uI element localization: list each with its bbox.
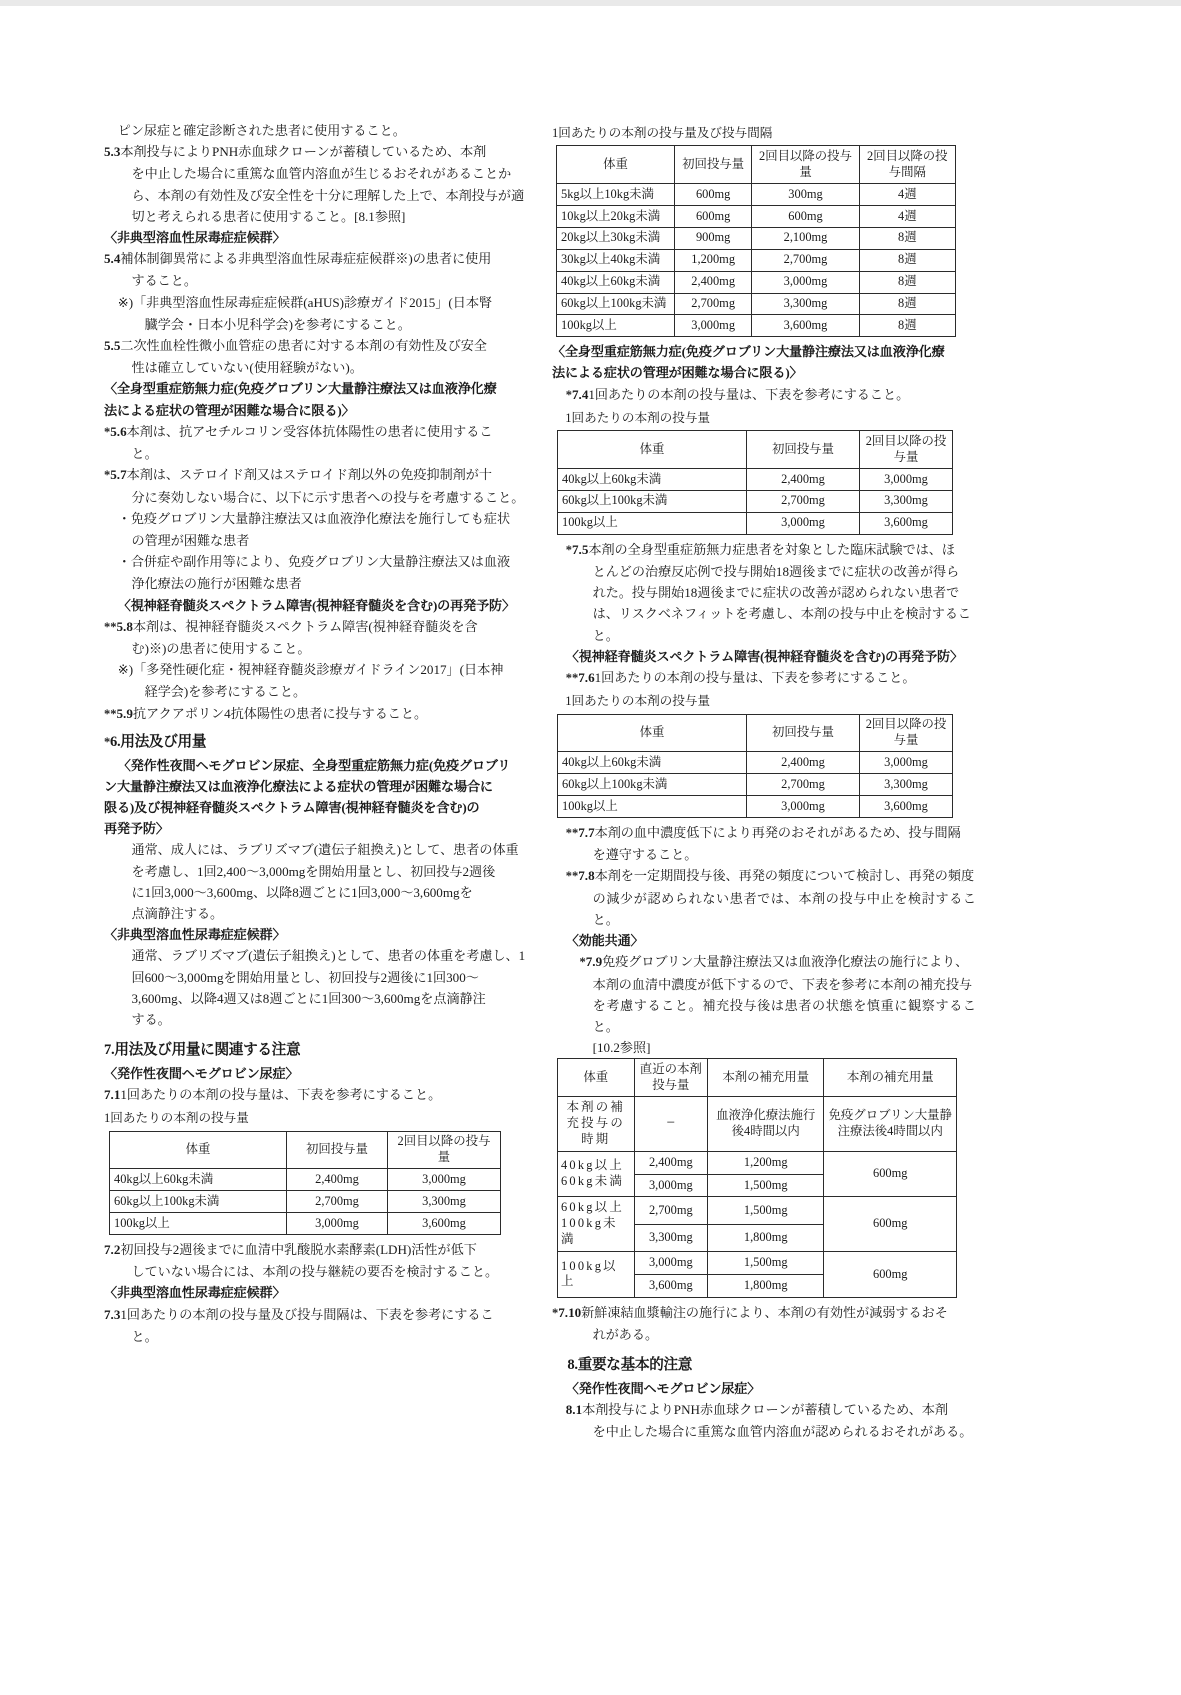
item-7-10: [552, 1302, 976, 1323]
table-row: [557, 184, 956, 206]
item-7-3: [104, 1304, 528, 1325]
left-column: [104, 120, 528, 1443]
table-row: [110, 1169, 501, 1191]
item-5-6-marker: *5.6: [104, 423, 127, 439]
cell-initial-dose: 2,400mg: [747, 752, 860, 774]
cell-weight-group: 100kg以上: [558, 1252, 635, 1298]
table-row: [558, 469, 953, 491]
cell-supp-plasma: 1,500mg: [707, 1174, 824, 1197]
cell-interval: 8週: [859, 293, 955, 315]
cell-initial-dose: 2,400mg: [747, 469, 860, 491]
table-row: [558, 1151, 957, 1174]
col-header-supplemental-dose-plasma: 本剤の補充用量: [707, 1059, 824, 1097]
bullet-1-line2: の管理が困難な患者: [131, 532, 250, 548]
cell-interval: 4週: [859, 206, 955, 228]
item-5-7-text: 本剤は、ステロイド剤又はステロイド剤以外の免疫抑制剤が十: [126, 467, 492, 483]
item-5-9-text: 抗アクアポリン4抗体陽性の患者に投与すること。: [132, 705, 428, 721]
table-row: [557, 315, 956, 337]
section-8-title: 8.重要な基本的注意: [567, 1357, 693, 1374]
section-8-category: 〈発作性夜間ヘモグロビン尿症〉: [565, 1380, 761, 1396]
bullet-2-line2: 浄化療法の施行が困難な患者: [131, 576, 302, 592]
cell-timing-plasma: 血液浄化療法施行後4時間以内: [707, 1097, 824, 1152]
cell-subsequent-dose: 3,600mg: [860, 796, 953, 818]
item-7-10-marker: *7.10: [552, 1304, 582, 1320]
item-5-3-line4: 切と考えられる患者に使用すること。[8.1参照]: [131, 208, 406, 224]
table-row: [557, 249, 956, 271]
item-7-1: [104, 1084, 528, 1105]
col-header-subsequent-dose: 2回目以降の投与量: [752, 146, 859, 184]
cell-timing-ivig: 免疫グロブリン大量静注療法後4時間以内: [824, 1097, 957, 1152]
table-7-1-caption: 1回あたりの本剤の投与量: [104, 1111, 249, 1126]
item-7-5-marker: *7.5: [565, 541, 589, 557]
bullet-1-text: 免疫グロブリン大量静注療法又は血液浄化療法を施行しても症状: [130, 510, 511, 526]
cell-weight: 100kg以上: [558, 512, 747, 534]
item-7-4-marker: *7.4: [565, 386, 589, 402]
cell-supp-ivig: 600mg: [824, 1151, 957, 1197]
cell-weight: 20kg以上30kg未満: [557, 227, 675, 249]
section-6-star: *: [104, 734, 110, 749]
cell-recent-dose: 2,400mg: [634, 1151, 707, 1174]
cell-interval: 8週: [859, 249, 955, 271]
cell-weight: 60kg以上100kg未満: [558, 490, 747, 512]
table-7-6-caption: 1回あたりの本剤の投与量: [565, 694, 711, 709]
item-7-6-marker: **7.6: [565, 669, 595, 685]
continuation-text: ピン尿症と確定診断された患者に使用すること。: [117, 123, 406, 138]
table-row: [110, 1191, 501, 1213]
cell-supp-plasma: 1,200mg: [707, 1151, 824, 1174]
item-5-4: [104, 248, 528, 269]
item-7-8: [552, 865, 976, 886]
cell-subsequent-dose: 3,000mg: [752, 271, 859, 293]
bullet-2-text: 合併症や副作用等により、免疫グロブリン大量静注療法又は血液: [130, 554, 511, 570]
cell-recent-dose: 3,600mg: [634, 1274, 707, 1297]
col-header-weight: 体重: [558, 1059, 635, 1097]
cell-weight-group: 60kg以上100kg未満: [558, 1197, 635, 1252]
item-5-6-line2: と。: [131, 446, 158, 462]
table-7-4-caption: 1回あたりの本剤の投与量: [565, 410, 711, 425]
table-row-header: [557, 146, 956, 184]
cell-supp-plasma: 1,800mg: [707, 1224, 824, 1251]
cell-supp-ivig: 600mg: [824, 1197, 957, 1252]
section-6-category2: 〈非典型溶血性尿毒症症候群〉: [104, 927, 286, 943]
section-6-category-line3: 限る)及び視神経脊髄炎スペクトラム障害(視神経脊髄炎を含む)の: [104, 799, 480, 815]
item-8-1-line2: を中止した場合に重篤な血管内溶血が認められるおそれがある。: [592, 1424, 973, 1440]
cell-subsequent-dose: 3,000mg: [388, 1169, 501, 1191]
item-7-5: [552, 539, 976, 560]
table-row: [558, 774, 953, 796]
section-7-category-pnh: 〈発作性夜間ヘモグロビン尿症〉: [104, 1065, 299, 1081]
cell-subsequent-dose: 2,700mg: [752, 249, 859, 271]
col-header-subsequent-dose: 2回目以降の投与量: [860, 431, 953, 469]
item-5-5-marker: 5.5: [104, 338, 121, 354]
bullet-2: [104, 551, 528, 572]
bullet-1: [104, 508, 528, 529]
cell-weight: 100kg以上: [110, 1213, 287, 1235]
table-row: [558, 752, 953, 774]
two-column-layout: [104, 120, 1040, 1443]
col-header-weight: 体重: [558, 714, 747, 752]
cell-initial-dose: 600mg: [674, 206, 751, 228]
cell-recent-dose: 3,300mg: [634, 1224, 707, 1251]
cell-subsequent-dose: 3,300mg: [388, 1191, 501, 1213]
col-header-recent-dose: 直近の本剤投与量: [634, 1059, 707, 1097]
col-header-initial-dose: 初回投与量: [287, 1131, 388, 1169]
note-ahus-guide: [104, 292, 528, 313]
note-ms-guide: [104, 659, 528, 680]
table-7-1-dosage: [109, 1131, 501, 1235]
bullet-marker: ・: [117, 554, 131, 570]
item-7-5-line5: と。: [592, 627, 619, 643]
cell-recent-dose: 3,000mg: [634, 1252, 707, 1275]
cell-weight-group: 40kg以上60kg未満: [558, 1151, 635, 1197]
col-header-subsequent-interval: 2回目以降の投与間隔: [859, 146, 955, 184]
item-7-2-line2: していない場合には、本剤の投与継続の要否を検討すること。: [131, 1264, 499, 1280]
item-7-7-line2: を遵守すること。: [592, 847, 698, 863]
category-gmg-line1: 〈全身型重症筋無力症(免疫グロブリン大量静注療法又は血液浄化療: [552, 344, 945, 360]
item-7-9-line2: 本剤の血清中濃度が低下するので、下表を参考に本剤の補充投与: [592, 976, 973, 992]
table-row: [110, 1213, 501, 1235]
cell-subsequent-dose: 3,000mg: [860, 752, 953, 774]
table-7-3-dosage-interval: [556, 145, 956, 337]
cell-supp-ivig: 600mg: [824, 1252, 957, 1298]
cell-weight: 60kg以上100kg未満: [558, 774, 747, 796]
cell-weight: 30kg以上40kg未満: [557, 249, 675, 271]
cell-initial-dose: 1,200mg: [674, 249, 751, 271]
col-header-subsequent-dose: 2回目以降の投与量: [860, 714, 953, 752]
cell-weight: 60kg以上100kg未満: [557, 293, 675, 315]
table-row-header: [558, 431, 953, 469]
item-5-3-line3: ら、本剤の有効性及び安全性を十分に理解した上で、本剤投与が適: [131, 187, 525, 203]
cell-weight: 40kg以上60kg未満: [110, 1169, 287, 1191]
note-text: 「非典型溶血性尿毒症症候群(aHUS)診療ガイド2015」(日本腎: [133, 294, 493, 310]
category-common-efficacy: 〈効能共通〉: [565, 933, 644, 949]
item-7-9-marker: *7.9: [579, 954, 603, 970]
note-text: 「多発性硬化症・視神経脊髄炎診療ガイドライン2017」(日本神: [133, 662, 504, 678]
item-5-6: [104, 421, 528, 442]
item-7-5-line4: は、リスクベネフィットを考慮し、本剤の投与中止を検討するこ: [592, 606, 972, 622]
item-5-4-line2: すること。: [131, 273, 197, 289]
section-6-body-line3: に1回3,000〜3,600mg、以降8週ごとに1回3,000〜3,600mgを: [131, 884, 473, 900]
cell-weight: 5kg以上10kg未満: [557, 184, 675, 206]
item-7-4: [552, 384, 976, 405]
item-7-7-marker: **7.7: [565, 824, 595, 840]
table-row-header: [558, 714, 953, 752]
bullet-marker: ・: [117, 510, 131, 526]
section-6-body2-line2: 回600〜3,000mgを開始用量とし、初回投与2週後に1回300〜: [131, 969, 479, 985]
item-5-3-text: [120, 141, 528, 162]
item-5-7-line2: 分に奏効しない場合に、以下に示す患者への投与を考慮すること。: [131, 489, 525, 505]
col-header-initial-dose: 初回投与量: [674, 146, 751, 184]
cell-initial-dose: 900mg: [674, 227, 751, 249]
section-6-category-line2: ン大量静注療法又は血液浄化療法による症状の管理が困難な場合に: [104, 778, 493, 794]
cell-initial-dose: 3,000mg: [747, 796, 860, 818]
cell-initial-dose: 3,000mg: [747, 512, 860, 534]
col-header-initial-dose: 初回投与量: [747, 431, 860, 469]
table-7-4-dosage: [557, 430, 953, 534]
cell-initial-dose: 3,000mg: [287, 1213, 388, 1235]
cell-weight: 100kg以上: [558, 796, 747, 818]
item-5-7-marker: *5.7: [104, 467, 127, 483]
table-row: [558, 490, 953, 512]
cell-interval: 8週: [859, 227, 955, 249]
item-7-8-marker: **7.8: [565, 868, 595, 884]
item-5-8: [104, 616, 528, 637]
section-6-body-line2: を考慮し、1回2,400〜3,000mgを開始用量とし、初回投与2週後: [131, 863, 496, 879]
item-7-9-text: 免疫グロブリン大量静注療法又は血液浄化療法の施行により、: [602, 954, 969, 970]
category-nmosd: 〈視神経脊髄炎スペクトラム障害(視神経脊髄炎を含む)の再発予防〉: [117, 597, 515, 613]
item-7-7-text: 本剤の血中濃度低下により再発のおそれがあるため、投与間隔: [594, 824, 961, 840]
table-7-6-dosage: [557, 714, 953, 818]
item-7-10-line2: れがある。: [592, 1327, 659, 1343]
item-5-5-text: 二次性血栓性微小血管症の患者に対する本剤の有効性及び安全: [120, 338, 487, 354]
table-row: [558, 796, 953, 818]
item-5-3-marker: 5.3: [104, 144, 121, 160]
col-header-supplemental-dose-ivig: 本剤の補充用量: [824, 1059, 957, 1097]
item-5-6-text: 本剤は、抗アセチルコリン受容体抗体陽性の患者に使用するこ: [126, 423, 493, 439]
item-7-10-text: 新鮮凍結血漿輸注の施行により、本剤の有効性が減弱するおそ: [581, 1304, 948, 1320]
section-6-body2-line1: 通常、ラブリズマブ(遺伝子組換え)として、患者の体重を考慮し、1: [131, 948, 526, 964]
cell-subsequent-dose: 3,600mg: [752, 315, 859, 337]
item-7-2: [104, 1239, 528, 1260]
section-6-category-line1: 〈発作性夜間ヘモグロビン尿症、全身型重症筋無力症(免疫グロブリ: [117, 757, 511, 773]
line: 本剤投与によりPNH赤血球クローンが蓄積しているため、本剤: [120, 144, 487, 160]
cell-interval: 8週: [859, 271, 955, 293]
item-7-4-text: 1回あたりの本剤の投与量は、下表を参考にすること。: [588, 386, 910, 402]
col-header-weight: 体重: [557, 146, 675, 184]
cell-interval: 8週: [859, 315, 955, 337]
table-7-3-caption: 1回あたりの本剤の投与量及び投与間隔: [552, 126, 773, 140]
col-header-subsequent-dose: 2回目以降の投与量: [388, 1131, 501, 1169]
cell-subsequent-dose: 3,300mg: [752, 293, 859, 315]
table-row: [557, 206, 956, 228]
item-7-3-marker: 7.3: [104, 1306, 121, 1322]
item-7-2-text: 初回投与2週後までに血清中乳酸脱水素酵素(LDH)活性が低下: [120, 1241, 477, 1257]
item-7-2-marker: 7.2: [104, 1241, 121, 1257]
item-5-8-marker: **5.8: [104, 618, 133, 634]
category-gmg-line2: 法による症状の管理が困難な場合に限る)〉: [104, 402, 355, 418]
cell-supp-plasma: 1,500mg: [707, 1197, 824, 1224]
section-6-body-line1: 通常、成人には、ラブリズマブ(遺伝子組換え)として、患者の体重: [131, 842, 519, 858]
item-5-8-text: 本剤は、視神経脊髄炎スペクトラム障害(視神経脊髄炎を含: [132, 618, 478, 634]
right-column: [552, 120, 976, 1443]
item-5-9-marker: **5.9: [104, 705, 133, 721]
section-6-body2-line4: する。: [131, 1011, 171, 1027]
cell-weight: 40kg以上60kg未満: [558, 469, 747, 491]
table-row: [557, 293, 956, 315]
cell-weight: 60kg以上100kg未満: [110, 1191, 287, 1213]
item-5-7: [104, 464, 528, 485]
col-header-weight: 体重: [110, 1131, 287, 1169]
cell-subsequent-dose: 600mg: [752, 206, 859, 228]
item-5-5: [104, 335, 528, 356]
cell-recent-dose: 2,700mg: [634, 1197, 707, 1224]
cell-initial-dose: 2,400mg: [674, 271, 751, 293]
item-5-8-line2: む)※)の患者に使用すること。: [131, 641, 311, 657]
item-7-6-text: 1回あたりの本剤の投与量は、下表を参考にすること。: [594, 669, 916, 685]
cell-initial-dose: 600mg: [674, 184, 751, 206]
cell-interval: 4週: [859, 184, 955, 206]
table-row: [557, 271, 956, 293]
item-5-5-line2: 性は確立していない(使用経験がない)。: [131, 360, 363, 376]
cell-subsequent-dose: 300mg: [752, 184, 859, 206]
item-7-8-text: 本剤を一定期間投与後、再発の頻度について検討し、再発の頻度: [594, 868, 975, 884]
note-line2: 臓学会・日本小児科学会)を参考にすること。: [144, 316, 411, 332]
item-7-1-marker: 7.1: [104, 1087, 121, 1102]
item-7-1-text: 1回あたりの本剤の投与量は、下表を参考にすること。: [120, 1087, 442, 1102]
cell-initial-dose: 2,700mg: [287, 1191, 388, 1213]
cell-subsequent-dose: 3,300mg: [860, 490, 953, 512]
item-5-4-text: 補体制御異常による非典型溶血性尿毒症症候群※)の患者に使用: [120, 251, 492, 267]
note-marker: ※): [117, 294, 134, 310]
item-5-4-marker: 5.4: [104, 251, 121, 267]
item-7-5-line3: れた。投与開始18週後までに症状の改善が認められない患者で: [592, 585, 960, 601]
category-gmg-line1: 〈全身型重症筋無力症(免疫グロブリン大量静注療法又は血液浄化療: [104, 381, 497, 397]
col-header-weight: 体重: [558, 431, 747, 469]
note-marker: ※): [117, 662, 134, 678]
table-row: [558, 1252, 957, 1275]
section-7-category-ahus: 〈非典型溶血性尿毒症症候群〉: [104, 1285, 286, 1301]
item-5-3: [104, 141, 528, 162]
table-row-header: [558, 1059, 957, 1097]
cell-supp-plasma: 1,800mg: [707, 1274, 824, 1297]
cell-timing-label: 本剤の補充投与の時期: [558, 1097, 635, 1152]
item-7-3-line2: と。: [131, 1328, 158, 1344]
category-ahus: 〈非典型溶血性尿毒症症候群〉: [104, 230, 286, 246]
section-6-category-line4: 再発予防〉: [104, 821, 169, 837]
cell-weight: 100kg以上: [557, 315, 675, 337]
cell-subsequent-dose: 3,300mg: [860, 774, 953, 796]
cell-initial-dose: 2,700mg: [747, 774, 860, 796]
item-7-9-line4: [10.2参照]: [592, 1040, 651, 1056]
table-row-timing: [558, 1097, 957, 1152]
table-supplemental-dosing: [557, 1058, 957, 1298]
item-7-8-line2: の減少が認められない患者では、本剤の投与中止を検討すること。: [592, 890, 976, 927]
cell-weight: 10kg以上20kg未満: [557, 206, 675, 228]
section-7-title: 7.用法及び用量に関連する注意: [104, 1042, 301, 1059]
note-line2: 経学会)を参考にすること。: [144, 684, 307, 700]
table-row: [558, 512, 953, 534]
cell-initial-dose: 2,700mg: [674, 293, 751, 315]
item-8-1-marker: 8.1: [565, 1402, 583, 1418]
table-row: [557, 227, 956, 249]
item-5-3-line2: を中止した場合に重篤な血管内溶血が生じるおそれがあることか: [131, 166, 512, 182]
section-6-body2-line3: 3,600mg、以降4週又は8週ごとに1回300〜3,600mgを点滴静注: [131, 990, 486, 1006]
category-gmg-line2: 法による症状の管理が困難な場合に限る)〉: [552, 365, 803, 381]
cell-supp-plasma: 1,500mg: [707, 1252, 824, 1275]
item-5-9: [104, 703, 528, 724]
table-row: [558, 1197, 957, 1224]
section-6-title: [104, 731, 528, 755]
category-nmosd: 〈視神経脊髄炎スペクトラム障害(視神経脊髄炎を含む)の再発予防〉: [565, 648, 963, 664]
cell-initial-dose: 3,000mg: [674, 315, 751, 337]
item-7-9: [552, 951, 976, 972]
cell-subsequent-dose: 3,600mg: [388, 1213, 501, 1235]
cell-subsequent-dose: 3,000mg: [860, 469, 953, 491]
cell-weight: 40kg以上60kg未満: [558, 752, 747, 774]
cell-initial-dose: 2,700mg: [747, 490, 860, 512]
section-6-body-line4: 点滴静注する。: [131, 905, 224, 921]
item-7-9-line3: を考慮すること。補充投与後は患者の状態を慎重に観察すること。: [592, 997, 976, 1034]
item-7-5-line2: とんどの治療反応例で投与開始18週後までに症状の改善が得ら: [592, 563, 960, 579]
item-7-3-text: 1回あたりの本剤の投与量及び投与間隔は、下表を参考にするこ: [120, 1306, 494, 1322]
cell-timing-dash: −: [634, 1097, 707, 1152]
cell-subsequent-dose: 3,600mg: [860, 512, 953, 534]
item-7-5-text: 本剤の全身型重症筋無力症患者を対象とした臨床試験では、ほ: [588, 541, 955, 557]
cell-initial-dose: 2,400mg: [287, 1169, 388, 1191]
item-8-1: [552, 1399, 976, 1420]
item-7-7: [552, 822, 976, 843]
table-row-header: [110, 1131, 501, 1169]
item-8-1-text: 本剤投与によりPNH赤血球クローンが蓄積しているため、本剤: [582, 1402, 948, 1418]
cell-subsequent-dose: 2,100mg: [752, 227, 859, 249]
item-7-6: [552, 667, 976, 688]
section-6-label: 6.用法及び用量: [109, 733, 207, 750]
cell-recent-dose: 3,000mg: [634, 1174, 707, 1197]
cell-weight: 40kg以上60kg未満: [557, 271, 675, 293]
col-header-initial-dose: 初回投与量: [747, 714, 860, 752]
